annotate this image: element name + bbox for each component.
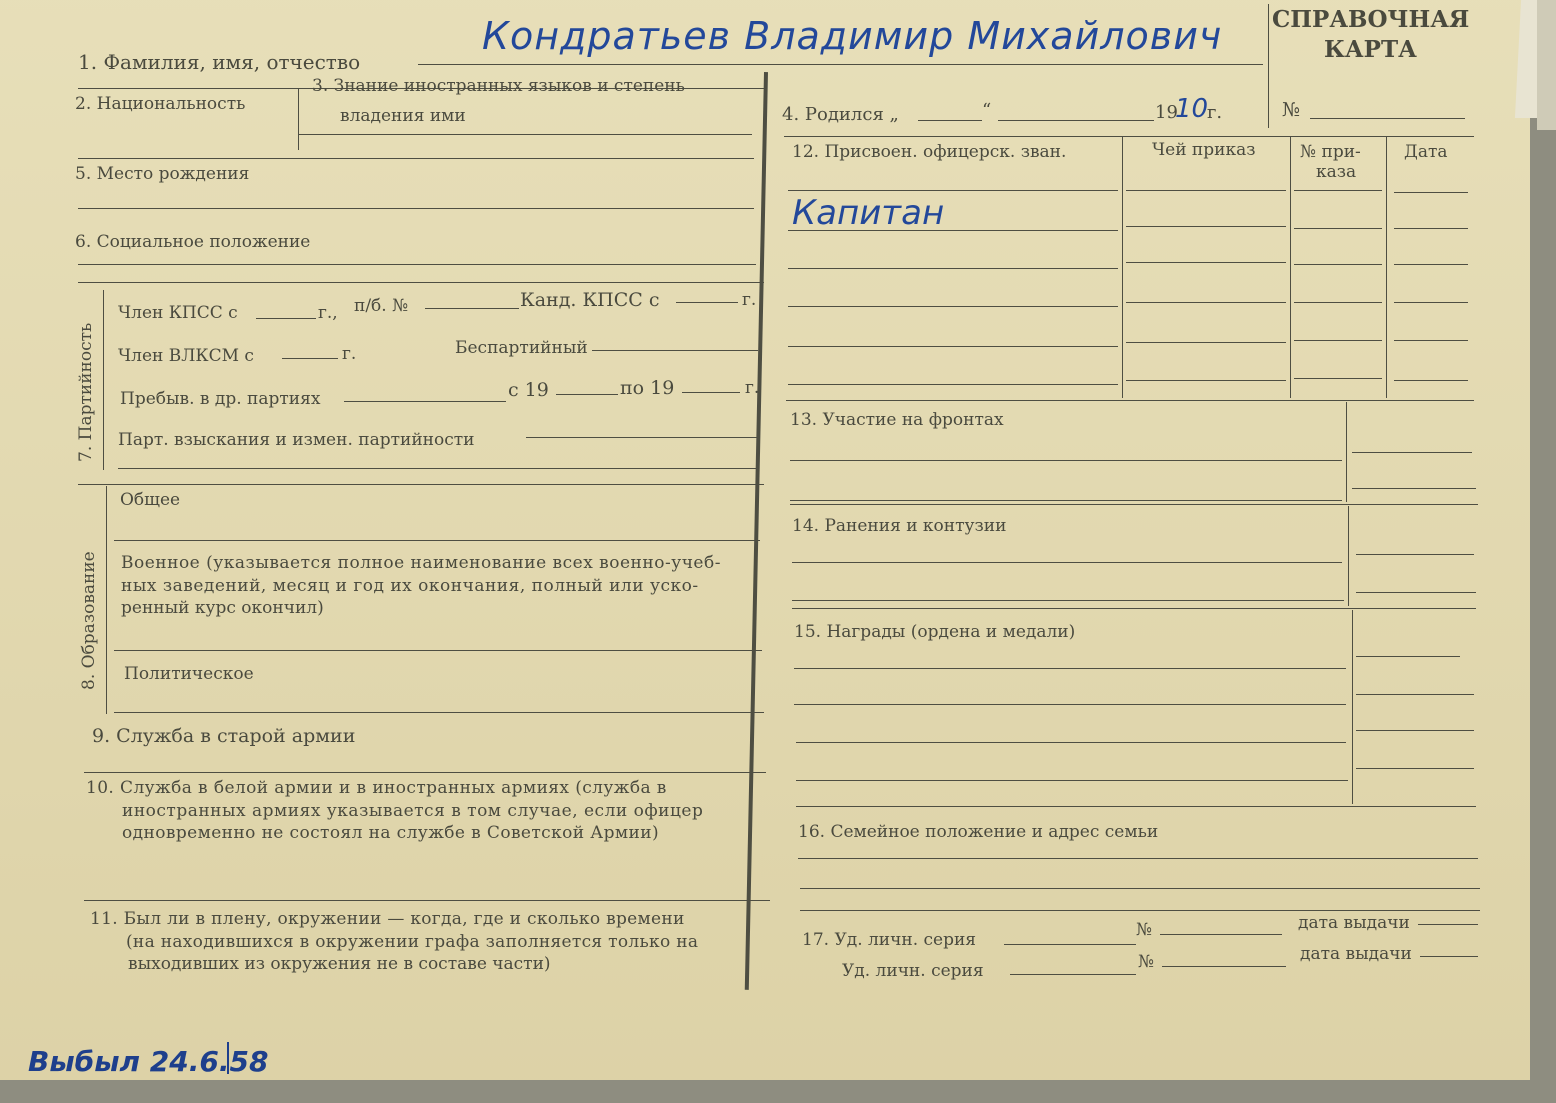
field14-label: 14. Ранения и контузии bbox=[792, 516, 1007, 536]
f12-date-line-3 bbox=[1394, 264, 1468, 265]
f12-row-line-1 bbox=[788, 190, 1118, 191]
f8-polit-label: Политическое bbox=[124, 664, 254, 684]
f12-col-line-1 bbox=[1126, 190, 1286, 191]
field15-right-line-1 bbox=[1356, 656, 1460, 657]
field14-right-line-1 bbox=[1356, 554, 1474, 555]
field17-date-line-1 bbox=[1418, 924, 1478, 925]
f12-row-line-5 bbox=[788, 346, 1118, 347]
field10-line2: иностранных армиях указывается в том случае, если офицер bbox=[122, 801, 704, 821]
section7-top-line bbox=[78, 282, 764, 283]
field4-day-line bbox=[918, 120, 982, 121]
field12-value: Капитан bbox=[792, 193, 945, 233]
field4-label: 4. Родился „ bbox=[782, 104, 899, 125]
f8-polit-line bbox=[114, 712, 764, 713]
f7-g1: г., bbox=[318, 303, 338, 323]
main-column-divider bbox=[745, 72, 768, 990]
f12-num-line-2 bbox=[1294, 228, 1382, 229]
card-title-line2: КАРТА bbox=[1324, 36, 1417, 63]
field2-label: 2. Национальность bbox=[75, 94, 246, 114]
field12-col-num-line1: № при- bbox=[1300, 142, 1361, 162]
field17-series-line-2 bbox=[1010, 974, 1136, 975]
f12-date-line-2 bbox=[1394, 228, 1468, 229]
f7-vzysk-label: Парт. взыскания и измен. партийности bbox=[118, 430, 475, 450]
f12-row-line-6 bbox=[788, 384, 1118, 385]
attached-paper-edge bbox=[1537, 0, 1556, 130]
field15-right-line-4 bbox=[1356, 768, 1474, 769]
field12-label: 12. Присвоен. офицерск. зван. bbox=[792, 142, 1067, 162]
field13-label: 13. Участие на фронтах bbox=[790, 410, 1004, 430]
f7-g4: г. bbox=[745, 378, 760, 398]
field3-label-line1: 3. Знание иностранных языков и степень bbox=[312, 76, 685, 96]
f7-vlksm-line bbox=[282, 358, 338, 359]
card-number-line bbox=[1310, 118, 1465, 119]
field17-num-line-2 bbox=[1162, 966, 1286, 967]
field12-col-date: Дата bbox=[1404, 142, 1448, 162]
field1-value: Кондратьев Владимир Михайлович bbox=[482, 14, 1223, 58]
f7-g3: г. bbox=[342, 344, 357, 364]
field17-date-1: дата выдачи bbox=[1298, 913, 1410, 933]
section8-label: 8. Образование bbox=[79, 551, 99, 690]
field12-col-order: Чей приказ bbox=[1152, 140, 1256, 160]
field5-line bbox=[78, 208, 754, 209]
field15-line-3 bbox=[796, 742, 1346, 743]
f7-bespart-line bbox=[592, 350, 758, 351]
title-box-left-border bbox=[1268, 4, 1269, 128]
f7-kand-line bbox=[676, 302, 738, 303]
f7-vzysk-line bbox=[526, 437, 758, 438]
field15-line-2 bbox=[794, 704, 1346, 705]
section7-left-border bbox=[103, 290, 104, 470]
f12-date-line-6 bbox=[1394, 380, 1468, 381]
field1-label: 1. Фамилия, имя, отчество bbox=[78, 50, 361, 74]
section14-right-divider bbox=[1348, 506, 1349, 606]
field16-label: 16. Семейное положение и адрес семьи bbox=[798, 822, 1159, 842]
f12-num-line-6 bbox=[1294, 378, 1382, 379]
field12-col-divider-2 bbox=[1290, 136, 1291, 398]
f12-num-line-5 bbox=[1294, 340, 1382, 341]
field13-right-line-1 bbox=[1352, 452, 1472, 453]
f7-g2: г. bbox=[742, 290, 757, 310]
field4-year-prefix: 19 bbox=[1155, 102, 1178, 123]
field10-line3: одновременно не состоял на службе в Советской Армии) bbox=[122, 823, 659, 843]
field16-line-3 bbox=[800, 910, 1480, 911]
field17-num-line-1 bbox=[1160, 934, 1282, 935]
f12-col-line-6 bbox=[1126, 380, 1286, 381]
f12-date-line-4 bbox=[1394, 302, 1468, 303]
field13-right-line-2 bbox=[1352, 488, 1476, 489]
f12-row-line-4 bbox=[788, 306, 1118, 307]
field6-label: 6. Социальное положение bbox=[75, 232, 311, 252]
exit-annotation: Выбыл 24.6.58 bbox=[28, 1045, 269, 1078]
f7-po19: по 19 bbox=[620, 377, 675, 399]
f7-s19-line bbox=[556, 394, 618, 395]
f8-obshee-label: Общее bbox=[120, 490, 181, 510]
field12-col-divider-3 bbox=[1386, 136, 1387, 398]
field15-line-4 bbox=[796, 780, 1348, 781]
field4-year-suffix: г. bbox=[1207, 102, 1223, 123]
field3-label-line2: владения ими bbox=[340, 106, 466, 126]
field5-label: 5. Место рождения bbox=[75, 164, 250, 184]
field15-right-line-2 bbox=[1356, 694, 1474, 695]
section7-label: 7. Партийность bbox=[76, 322, 96, 462]
field17-num-2: № bbox=[1138, 952, 1155, 972]
f12-num-line-4 bbox=[1294, 302, 1382, 303]
section15-bottom-line bbox=[796, 806, 1476, 807]
f7-pb-label: п/б. № bbox=[354, 296, 409, 316]
field1-line bbox=[418, 64, 1263, 65]
field17-label-2: Уд. личн. серия bbox=[842, 961, 984, 981]
field15-line-1 bbox=[794, 668, 1346, 669]
field15-right-line-3 bbox=[1356, 730, 1474, 731]
field14-right-line-2 bbox=[1356, 592, 1476, 593]
f12-num-line-1 bbox=[1294, 190, 1382, 191]
f12-col-line-3 bbox=[1126, 262, 1286, 263]
f7-s19: с 19 bbox=[508, 379, 549, 401]
f7-prebyv-line bbox=[344, 401, 506, 402]
f8-voen-line1: Военное (указывается полное наименование всех военно-учеб- bbox=[121, 553, 721, 573]
field3-line bbox=[298, 134, 752, 135]
field17-date-2: дата выдачи bbox=[1300, 944, 1412, 964]
field10-line bbox=[84, 900, 770, 901]
f7-bespart-label: Беспартийный bbox=[455, 338, 588, 358]
field11-line1: 11. Был ли в плену, окружении — когда, где и сколько времени bbox=[90, 909, 685, 929]
f7-kpss-line bbox=[256, 318, 316, 319]
row2-bottom-line bbox=[78, 158, 754, 159]
f12-num-line-3 bbox=[1294, 264, 1382, 265]
field4-year-value: 10 bbox=[1175, 94, 1209, 124]
field10-line1: 10. Служба в белой армии и в иностранных армиях (служба в bbox=[86, 778, 667, 798]
field14-line-1 bbox=[792, 562, 1342, 563]
f7-prebyv-label: Пребыв. в др. партиях bbox=[120, 389, 321, 409]
field4-quote: “ bbox=[982, 100, 992, 121]
field13-line-2 bbox=[790, 500, 1342, 501]
f8-voen-line2: ных заведений, месяц и год их окончания, полный или уско- bbox=[121, 576, 699, 596]
field17-date-line-2 bbox=[1420, 956, 1478, 957]
field14-line-2 bbox=[792, 600, 1344, 601]
field2-divider bbox=[298, 88, 299, 150]
field6-line bbox=[78, 264, 756, 265]
section13-right-divider bbox=[1346, 402, 1347, 502]
f8-voen-line bbox=[114, 650, 762, 651]
f12-col-line-2 bbox=[1126, 226, 1286, 227]
field11-line3: выходивших из окружения не в составе части) bbox=[128, 954, 551, 974]
field11-line2: (на находившихся в окружении графа заполняется только на bbox=[126, 932, 699, 952]
card-title-line1: СПРАВОЧНАЯ bbox=[1272, 6, 1470, 33]
f7-vlksm-label: Член ВЛКСМ с bbox=[118, 346, 254, 366]
f12-col-line-4 bbox=[1126, 302, 1286, 303]
f7-pb-line bbox=[425, 308, 519, 309]
f8-voen-line3: ренный курс окончил) bbox=[121, 598, 324, 618]
field17-num-1: № bbox=[1136, 920, 1153, 940]
field15-label: 15. Награды (ордена и медали) bbox=[794, 622, 1076, 642]
exit-annotation-mark bbox=[227, 1042, 229, 1074]
section14-bottom-line bbox=[792, 608, 1476, 609]
field17-label: 17. Уд. личн. серия bbox=[802, 930, 977, 950]
field4-month-line bbox=[998, 120, 1154, 121]
f12-row-line-3 bbox=[788, 268, 1118, 269]
f8-obshee-line bbox=[114, 540, 760, 541]
f12-col-line-5 bbox=[1126, 342, 1286, 343]
f12-row-line-2 bbox=[788, 230, 1118, 231]
field16-line-1 bbox=[798, 858, 1478, 859]
field9-line bbox=[84, 772, 766, 773]
section8-top-line bbox=[78, 484, 764, 485]
section15-right-divider bbox=[1352, 610, 1353, 804]
card-number-label: № bbox=[1282, 99, 1300, 121]
section8-left-border bbox=[106, 486, 107, 714]
field13-line-1 bbox=[790, 460, 1342, 461]
field12-col-num-line2: каза bbox=[1316, 162, 1357, 182]
section13-bottom-line bbox=[790, 504, 1478, 505]
f7-kand-label: Канд. КПСС с bbox=[520, 289, 660, 311]
f12-date-line-1 bbox=[1394, 192, 1468, 193]
f7-po19-line bbox=[682, 392, 740, 393]
f7-kpss-label: Член КПСС с bbox=[118, 303, 238, 323]
section7-bottom-line bbox=[118, 468, 758, 469]
section12-top-line bbox=[784, 136, 1474, 137]
field12-col-divider-1 bbox=[1122, 136, 1123, 398]
field9-label: 9. Служба в старой армии bbox=[92, 725, 356, 747]
field16-line-2 bbox=[800, 888, 1480, 889]
f12-date-line-5 bbox=[1394, 340, 1468, 341]
field17-series-line-1 bbox=[1004, 944, 1136, 945]
section12-bottom-line bbox=[786, 400, 1474, 401]
